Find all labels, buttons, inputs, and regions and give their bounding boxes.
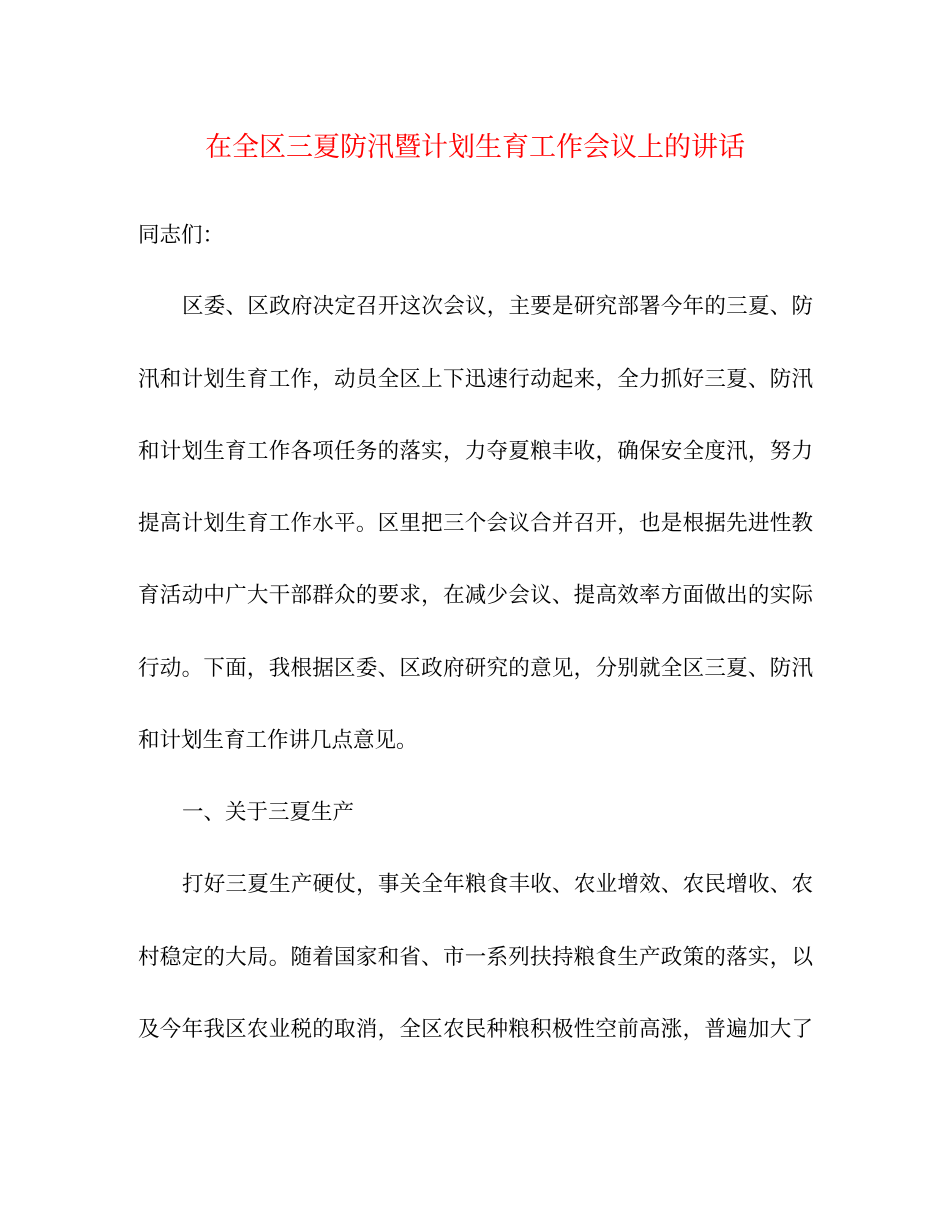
paragraph-1-line-3: 和计划生育工作各项任务的落实，力夺夏粮丰收，确保安全度汛，努力 <box>138 439 813 464</box>
paragraph-1-line-5: 育活动中广大干部群众的要求，在减少会议、提高效率方面做出的实际 <box>138 583 813 608</box>
paragraph-1-line-7: 和计划生育工作讲几点意见。 <box>138 728 418 753</box>
document-title: 在全区三夏防汛暨计划生育工作会议上的讲话 <box>205 132 745 163</box>
paragraph-1-line-1: 区委、区政府决定召开这次会议，主要是研究部署今年的三夏、防 <box>182 294 813 319</box>
paragraph-1-line-2: 汛和计划生育工作，动员全区上下迅速行动起来，全力抓好三夏、防汛 <box>138 367 813 392</box>
paragraph-2-line-1: 打好三夏生产硬仗，事关全年粮食丰收、农业增效、农民增收、农 <box>182 872 813 897</box>
paragraph-1-line-4: 提高计划生育工作水平。区里把三个会议合并召开，也是根据先进性教 <box>138 511 813 536</box>
paragraph-2-line-3: 及今年我区农业税的取消，全区农民种粮积极性空前高涨，普遍加大了 <box>138 1017 813 1042</box>
section-1-heading: 一、关于三夏生产 <box>182 800 355 825</box>
paragraph-1-line-6: 行动。下面，我根据区委、区政府研究的意见，分别就全区三夏、防汛 <box>138 656 813 681</box>
paragraph-2-line-2: 村稳定的大局。随着国家和省、市一系列扶持粮食生产政策的落实，以 <box>138 945 813 970</box>
salutation: 同志们： <box>138 223 225 248</box>
